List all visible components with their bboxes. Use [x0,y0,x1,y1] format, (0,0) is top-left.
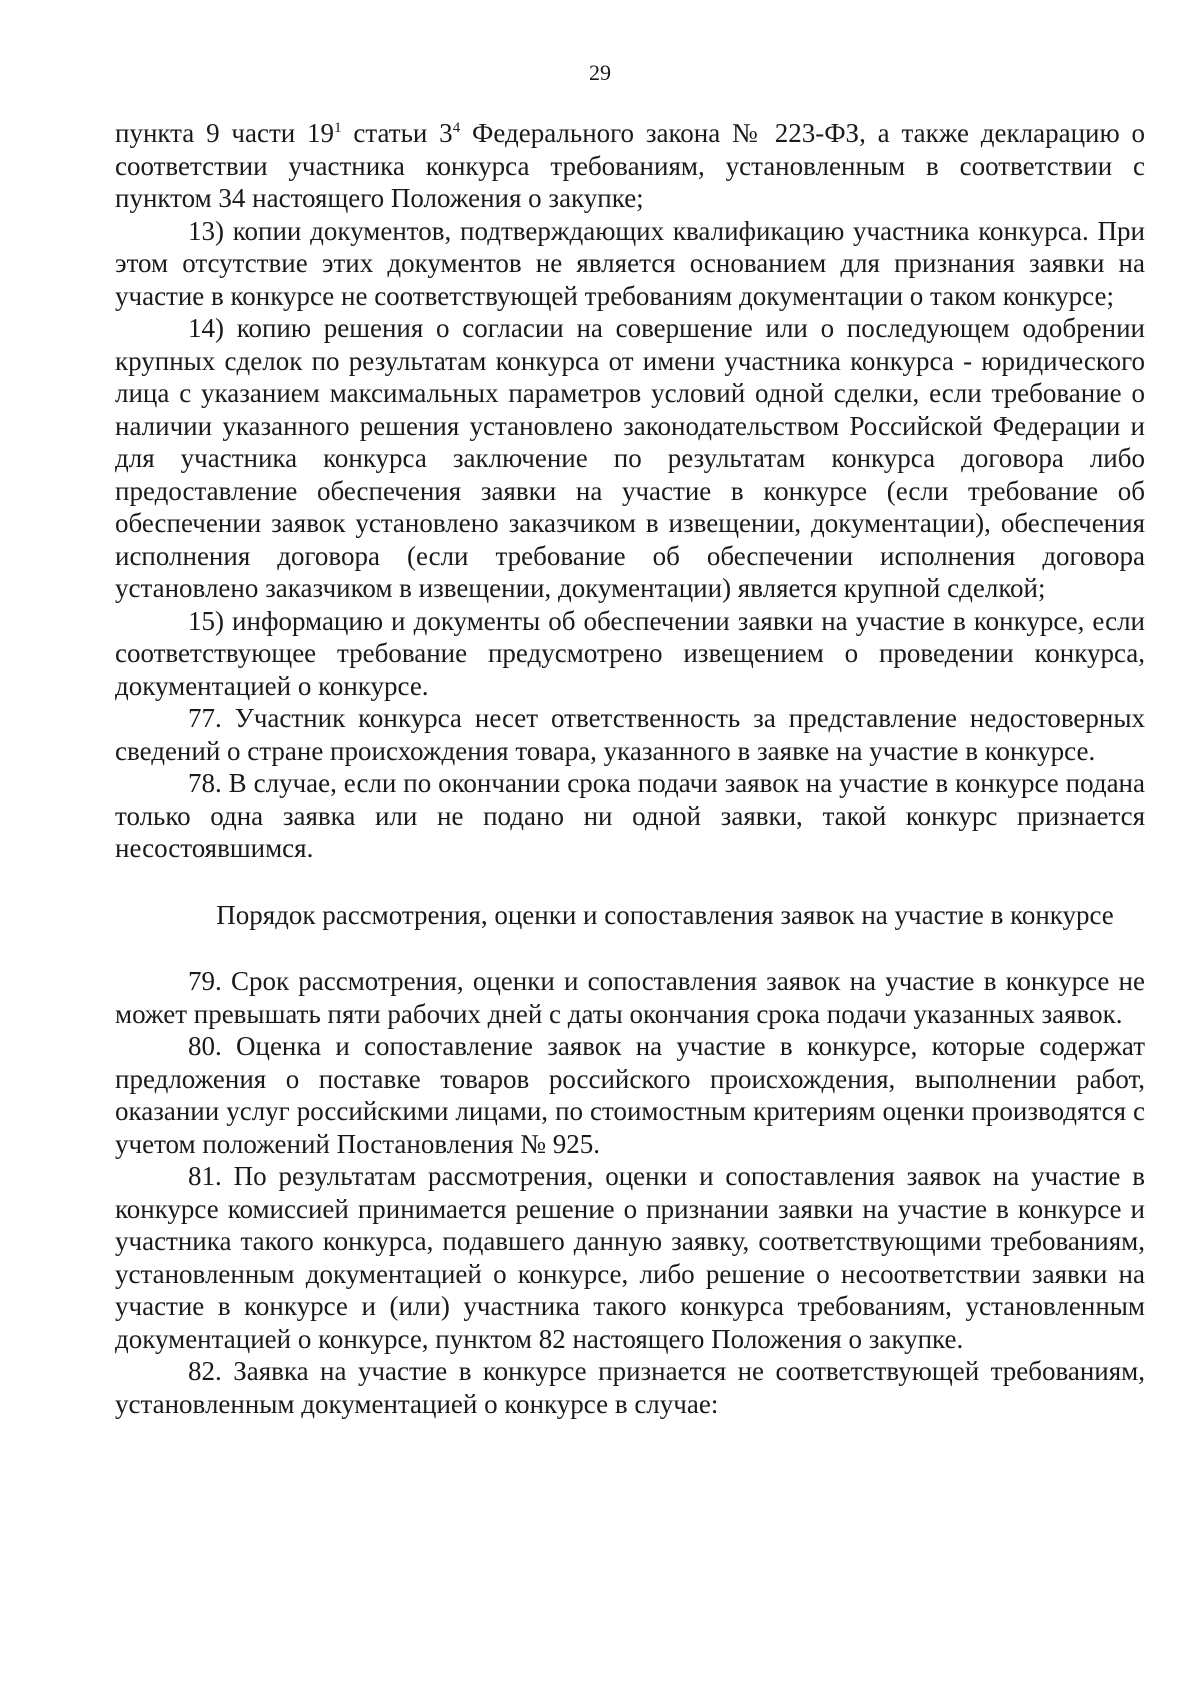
paragraph-82: 82. Заявка на участие в конкурсе признается не соответствующей требованиям, установленным документацией о конкурсе в случае: [115,1356,1145,1419]
paragraph-79: 79. Срок рассмотрения, оценки и сопоставления заявок на участие в конкурсе не может превышать пяти рабочих дней с даты окончания срока подачи указанных заявок. [115,966,1145,1029]
continuation-text-1: пункта 9 части 19 [115,118,335,148]
page-number: 29 [589,60,611,85]
paragraph-item-13: 13) копии документов, подтверждающих квалификацию участника конкурса. При этом отсутствие этих документов не является основанием для признания заявки на участие в конкурсе не соответствующей требованиям документации о таком конкурсе; [115,215,1145,311]
paragraph-item-15: 15) информацию и документы об обеспечении заявки на участие в конкурсе, если соответствующее требование предусмотрено извещением о проведении конкурса, документацией о конкурсе. [115,605,1145,701]
paragraph-item-14: 14) копию решения о согласии на совершение или о последующем одобрении крупных сделок по результатам конкурса от имени участника конкурса - юридического лица с указанием максимальных параметров условий одной сделки, если требование о наличии указанного решения установлено законодательством Российской Федерации и для участника конкурса заключение по результатам конкурса договора либо предоставление обеспечения заявки на участие в конкурсе (если требование об обеспечении заявок установлено заказчиком в извещении, документации), обеспечения исполнения договора (если требование об обеспечении исполнения договора установлено заказчиком в извещении, документации) является крупной сделкой; [115,313,1145,603]
document-body [115,117,1145,1420]
paragraph-80: 80. Оценка и сопоставление заявок на участие в конкурсе, которые содержат предложения о поставке товаров российского происхождения, выполнении работ, оказании услуг российскими лицами, по стоимостным критериям оценки производятся с учетом положений Постановления № 925. [115,1031,1145,1159]
superscript-2: 4 [452,120,461,136]
paragraph-81: 81. По результатам рассмотрения, оценки и сопоставления заявок на участие в конкурсе комиссией принимается решение о признании заявки на участие в конкурсе и участника такого конкурса, подавшего данную заявку, соответствующими требованиям, установленным документацией о конкурсе, либо решение о несоответствии заявки на участие в конкурсе и (или) участника такого конкурса требованиям, установленным документацией о конкурсе, пунктом 82 настоящего Положения о закупке. [115,1161,1145,1354]
section-heading: Порядок рассмотрения, оценки и сопоставления заявок на участие в конкурсе [216,899,1114,930]
paragraph-78: 78. В случае, если по окончании срока подачи заявок на участие в конкурсе подана только одна заявка или не подано ни одной заявки, такой конкурс признается несостоявшимся. [115,768,1145,863]
paragraph-77: 77. Участник конкурса несет ответственность за представление недостоверных сведений о стране происхождения товара, указанного в заявке на участие в конкурсе. [115,703,1145,766]
paragraph-continuation [115,117,1145,215]
continuation-text-3: Федерального закона № 223-ФЗ, а также декларацию о соответствии участника конкурса требованиям, установленным в соответствии с пунктом 34 настоящего Положения о закупке; [115,118,1145,213]
superscript-1: 1 [334,120,342,136]
continuation-text-2: статьи 3 [341,118,453,148]
